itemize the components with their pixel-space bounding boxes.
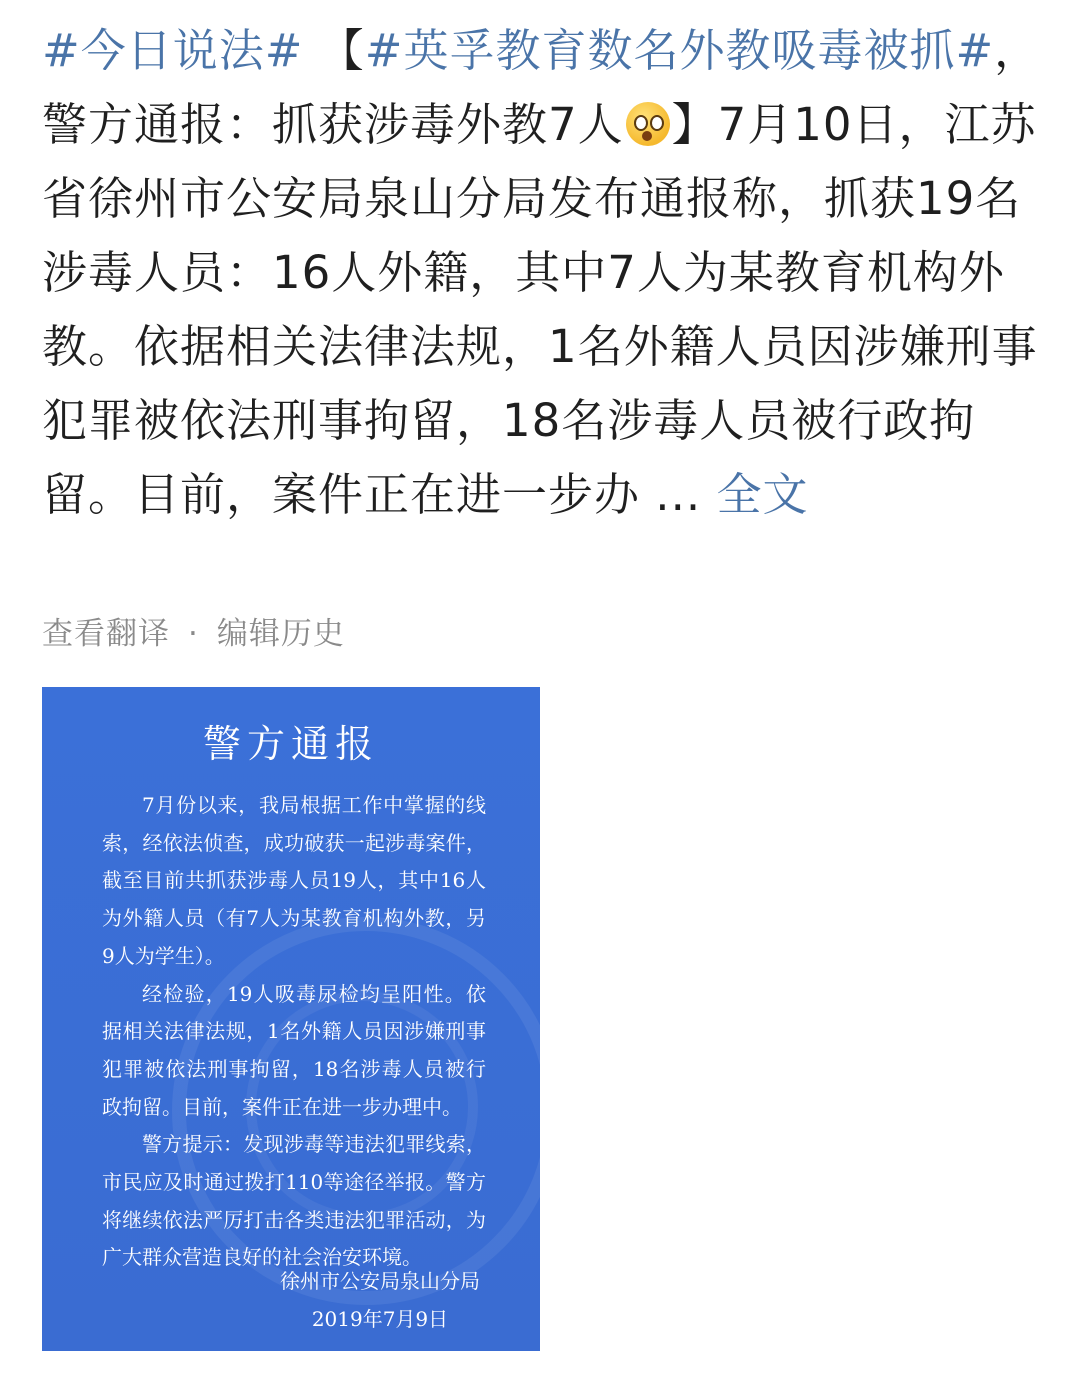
bracket-open: 【 — [318, 24, 365, 77]
hashtag-link-topic[interactable]: #英孚教育数名外教吸毒被抓# — [364, 24, 995, 77]
separator-dot: · — [188, 616, 199, 652]
post-actions — [42, 608, 345, 653]
astonished-face-icon — [626, 102, 670, 146]
hashtag-link[interactable]: #今日说法# — [42, 24, 304, 77]
full-text-link[interactable]: 全文 — [716, 468, 809, 521]
notice-issuer: 徐州市公安局泉山分局 — [280, 1269, 480, 1293]
notice-signature — [280, 1262, 480, 1338]
notice-date: 2019年7月9日 — [311, 1307, 449, 1331]
post-body: 】7月10日，江苏省徐州市公安局泉山分局发布通报称，抓获19名涉毒人员：16人外籍，其中7人为某教育机构外教。依据相关法律法规，1名外籍人员因涉嫌刑事犯罪被依法刑事拘留，18名涉毒人员被行政拘留。目前，案件正在进一步办 ... — [42, 98, 1038, 521]
notice-paragraph: 经检验，19人吸毒尿检均呈阳性。依据相关法律法规，1名外籍人员因涉嫌刑事犯罪被依法刑事拘留，18名涉毒人员被行政拘留。目前，案件正在进一步办理中。 — [102, 981, 486, 1119]
edit-history-button[interactable]: 编辑历史 — [216, 616, 345, 652]
notice-title: 警方通报 — [202, 722, 379, 766]
police-notice-image[interactable] — [42, 687, 540, 1351]
post-headline: ，警方通报：抓获涉毒外教7人 — [42, 24, 1041, 151]
notice-body — [102, 787, 486, 1277]
translate-button[interactable]: 查看翻译 — [42, 616, 170, 652]
notice-paragraph: 7月份以来，我局根据工作中掌握的线索，经依法侦查，成功破获一起涉毒案件，截至目前共抓获涉毒人员19人，其中16人为外籍人员（有7人为某教育机构外教，另9人为学生）。 — [102, 793, 486, 968]
notice-paragraph: 警方提示：发现涉毒等违法犯罪线索，市民应及时通过拨打110等途径举报。警方将继续依法严厉打击各类违法犯罪活动，为广大群众营造良好的社会治安环境。 — [102, 1132, 486, 1270]
post-text — [42, 14, 1042, 532]
